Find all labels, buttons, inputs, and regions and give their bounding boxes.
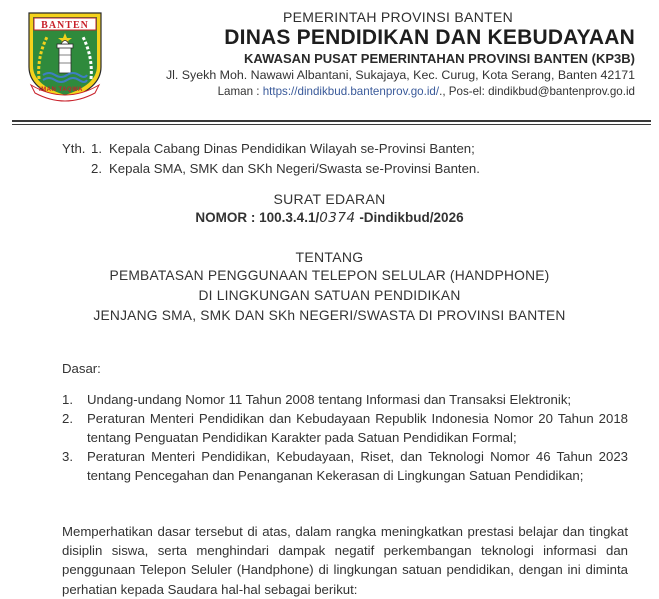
basis-number: 3. [62, 449, 73, 464]
number-handwritten: 0374 [319, 210, 356, 226]
number-prefix: NOMOR : 100.3.4.1/ [195, 210, 320, 225]
office-address: Jl. Syekh Moh. Nawawi Albantani, Sukajaya, Kec. Curug, Kota Serang, Banten 42171 [165, 68, 635, 82]
subject-heading [0, 266, 659, 326]
subject-line: JENJANG SMA, SMK DAN SKh NEGERI/SWASTA DI PROVINSI BANTEN [93, 308, 566, 323]
recipient-row [62, 159, 480, 179]
basis-text: Peraturan Menteri Pendidikan, Kebudayaan, Riset, dan Teknologi Nomor 46 Tahun 2023 tentang Pencegahan dan Penanganan Kekerasan di Lingkungan Satuan Pendidikan; [87, 449, 628, 483]
letterhead-rule-thin [12, 124, 651, 125]
basis-list [62, 390, 628, 485]
area-name: KAWASAN PUSAT PEMERINTAHAN PROVINSI BANTEN (KP3B) [244, 51, 635, 66]
website-link[interactable]: https://dindikbud.bantenprov.go.id/ [262, 85, 440, 98]
basis-number: 2. [62, 411, 73, 426]
basis-item [62, 447, 628, 485]
recipient-prefix: Yth. [62, 141, 86, 156]
web-label: Laman : [217, 85, 263, 98]
basis-number: 1. [62, 392, 73, 407]
government-name: PEMERINTAH PROVINSI BANTEN [282, 9, 513, 25]
agency-name: DINAS PENDIDIKAN DAN KEBUDAYAAN [224, 26, 635, 49]
letterhead-rule-thick [12, 120, 651, 122]
recipient-text: Kepala Cabang Dinas Pendidikan Wilayah se-Provinsi Banten; [109, 141, 475, 156]
letterhead-text [115, 8, 635, 100]
contact-line [115, 84, 635, 100]
recipient-row [62, 139, 480, 159]
number-suffix: -Dindikbud/2026 [355, 210, 464, 225]
svg-text:BANTEN: BANTEN [41, 20, 89, 31]
basis-text: Undang-undang Nomor 11 Tahun 2008 tentang Informasi dan Transaksi Elektronik; [87, 392, 572, 407]
body-paragraph: Memperhatikan dasar tersebut di atas, dalam rangka meningkatkan prestasi belajar dan tingkat disiplin siswa, serta menghindari dampak negatif perkembangan teknologi informasi dan penggunaan Telepon Seluler (Handphone) di lingkungan satuan pendidikan, dengan ini diminta perhatian kepada Saudara hal-hal sebagai berikut: [62, 524, 628, 597]
basis-item [62, 409, 628, 447]
basis-text: Peraturan Menteri Pendidikan dan Kebudayaan Republik Indonesia Nomor 20 Tahun 2018 tentang Penguatan Pendidikan Karakter pada Satuan Pendidikan Formal; [87, 411, 628, 445]
subject-line: PEMBATASAN PENGGUNAAN TELEPON SELULAR (HANDPHONE) [109, 268, 550, 283]
basis-item [62, 390, 628, 409]
emblem-motto: IMAN TAQWA [39, 87, 83, 93]
letterhead [0, 0, 659, 125]
circular-number [0, 209, 659, 227]
recipient-number: 1. [91, 141, 102, 156]
recipient-text: Kepala SMA, SMK dan SKh Negeri/Swasta se-Provinsi Banten. [109, 161, 480, 176]
subject-line: DI LINGKUNGAN SATUAN PENDIDIKAN [198, 288, 461, 303]
recipient-number: 2. [91, 161, 102, 176]
email-text: ., Pos-el: dindikbud@bantenprov.go.id [439, 85, 635, 98]
circular-title: SURAT EDARAN [273, 191, 386, 207]
about-heading: TENTANG [295, 249, 364, 265]
basis-label: Dasar: [62, 361, 101, 376]
recipient-list [62, 139, 480, 179]
